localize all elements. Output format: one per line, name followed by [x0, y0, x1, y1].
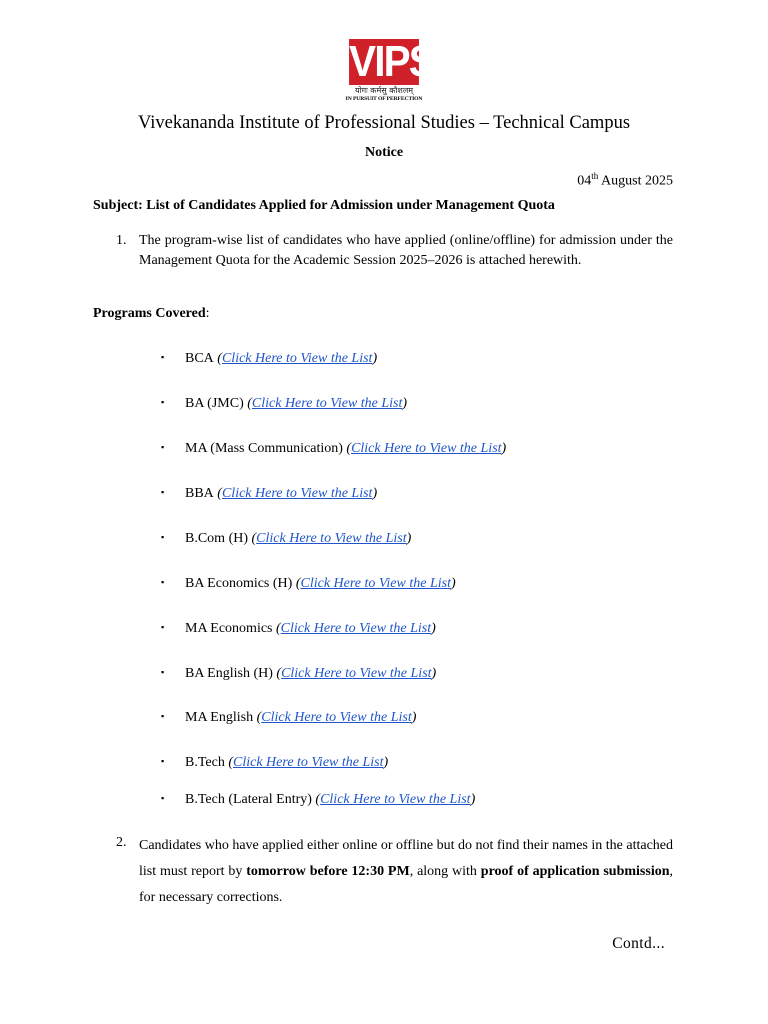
program-name: B.Tech (Lateral Entry) [185, 792, 312, 807]
view-list-link[interactable]: Click Here to View the List [256, 531, 407, 546]
view-list-link[interactable]: Click Here to View the List [280, 621, 432, 636]
logo-motto: योगः कर्मसु कौशलम् [354, 86, 414, 95]
program-item [161, 666, 436, 682]
vips-logo [343, 37, 434, 103]
paren-open: ( [311, 792, 321, 807]
paren-close: ) [406, 531, 412, 546]
date-rest: August 2025 [598, 173, 673, 189]
view-list-link[interactable]: Click Here to View the List [300, 576, 451, 591]
program-name: B.Tech [185, 755, 225, 770]
program-name: MA Economics [185, 621, 273, 636]
program-item [161, 441, 506, 457]
program-item [161, 531, 411, 547]
program-item [161, 621, 436, 637]
programs-heading [93, 306, 210, 322]
view-list-link[interactable]: Click Here to View the List [351, 441, 502, 456]
program-item [161, 396, 407, 412]
paren-close: ) [383, 755, 389, 770]
paren-open: ( [213, 351, 222, 366]
point-2-proof: proof of application submission [480, 864, 670, 879]
paren-open: ( [292, 576, 301, 591]
program-name: BA English (H) [185, 666, 273, 681]
paren-close: ) [372, 486, 378, 501]
bullet-icon: ▪ [161, 667, 165, 677]
view-list-link[interactable]: Click Here to View the List [221, 351, 373, 366]
point-1-text: The program-wise list of candidates who have applied (online/offline) for admission under the Management Quota for the Academic Session 2025–2026 is attached herewith. [139, 233, 673, 268]
paren-open: ( [253, 710, 262, 725]
date-day: 04 [577, 173, 592, 189]
paren-close: ) [402, 396, 408, 411]
paren-open: ( [243, 396, 252, 411]
paren-open: ( [224, 755, 234, 770]
program-item [161, 792, 475, 808]
point-2-text-a: Candidates who have applied either online or offline but do not find their names in the attached list must report by [139, 838, 673, 879]
view-list-link[interactable]: Click Here to View the List [233, 755, 384, 770]
contd-label: Contd... [612, 935, 665, 952]
bullet-icon: ▪ [161, 487, 165, 497]
notice-title: Notice [364, 145, 404, 160]
paren-close: ) [431, 666, 437, 681]
bullet-icon: ▪ [161, 756, 165, 766]
bullet-icon: ▪ [161, 442, 165, 452]
paren-close: ) [470, 792, 476, 807]
institute-name: Vivekananda Institute of Professional Studies – Technical Campus [137, 113, 631, 133]
program-name: B.Com (H) [185, 531, 248, 546]
view-list-link[interactable]: Click Here to View the List [320, 792, 471, 807]
program-item [161, 486, 377, 502]
bullet-icon: ▪ [161, 532, 165, 542]
paren-close: ) [372, 351, 378, 366]
program-name: BA Economics (H) [185, 576, 293, 591]
point-2-number: 2. [116, 835, 127, 850]
bullet-icon: ▪ [161, 577, 165, 587]
point-2-text-c: , for necessary corrections. [139, 864, 674, 905]
program-name: MA (Mass Communication) [185, 441, 343, 456]
bullet-icon: ▪ [161, 711, 165, 721]
date-suffix: th [591, 171, 599, 181]
paren-open: ( [272, 666, 282, 681]
paren-close: ) [450, 576, 456, 591]
program-name: BCA [185, 351, 214, 366]
paren-open: ( [272, 621, 281, 636]
programs-heading-label: Programs Covered [93, 306, 206, 321]
paren-open: ( [342, 441, 352, 456]
point-1-number: 1. [116, 233, 127, 248]
view-list-link[interactable]: Click Here to View the List [281, 666, 432, 681]
view-list-link[interactable]: Click Here to View the List [261, 710, 412, 725]
point-2-text-b: , along with [409, 864, 481, 879]
bullet-icon: ▪ [161, 397, 165, 407]
program-item [161, 710, 416, 726]
logo-wordmark: VIPS [349, 37, 434, 86]
bullet-icon: ▪ [161, 352, 165, 362]
program-item [161, 351, 377, 367]
paren-close: ) [501, 441, 507, 456]
subject-line: Subject: List of Candidates Applied for Admission under Management Quota [93, 198, 555, 213]
paren-open: ( [248, 531, 257, 546]
point-2-deadline: tomorrow before 12:30 PM [246, 864, 410, 879]
point-2-text [139, 833, 673, 911]
paren-close: ) [411, 710, 417, 725]
bullet-icon: ▪ [161, 622, 165, 632]
program-name: BBA [185, 486, 214, 501]
paren-close: ) [431, 621, 436, 636]
notice-date [577, 171, 673, 190]
view-list-link[interactable]: Click Here to View the List [221, 486, 373, 501]
program-item [161, 755, 388, 771]
bullet-icon: ▪ [161, 793, 165, 803]
programs-heading-colon: : [205, 306, 210, 321]
paren-open: ( [213, 486, 222, 501]
program-name: BA (JMC) [185, 396, 244, 411]
program-name: MA English [185, 710, 254, 725]
program-item [161, 576, 456, 592]
view-list-link[interactable]: Click Here to View the List [251, 396, 403, 411]
logo-tagline: IN PURSUIT OF PERFECTION [345, 96, 423, 102]
